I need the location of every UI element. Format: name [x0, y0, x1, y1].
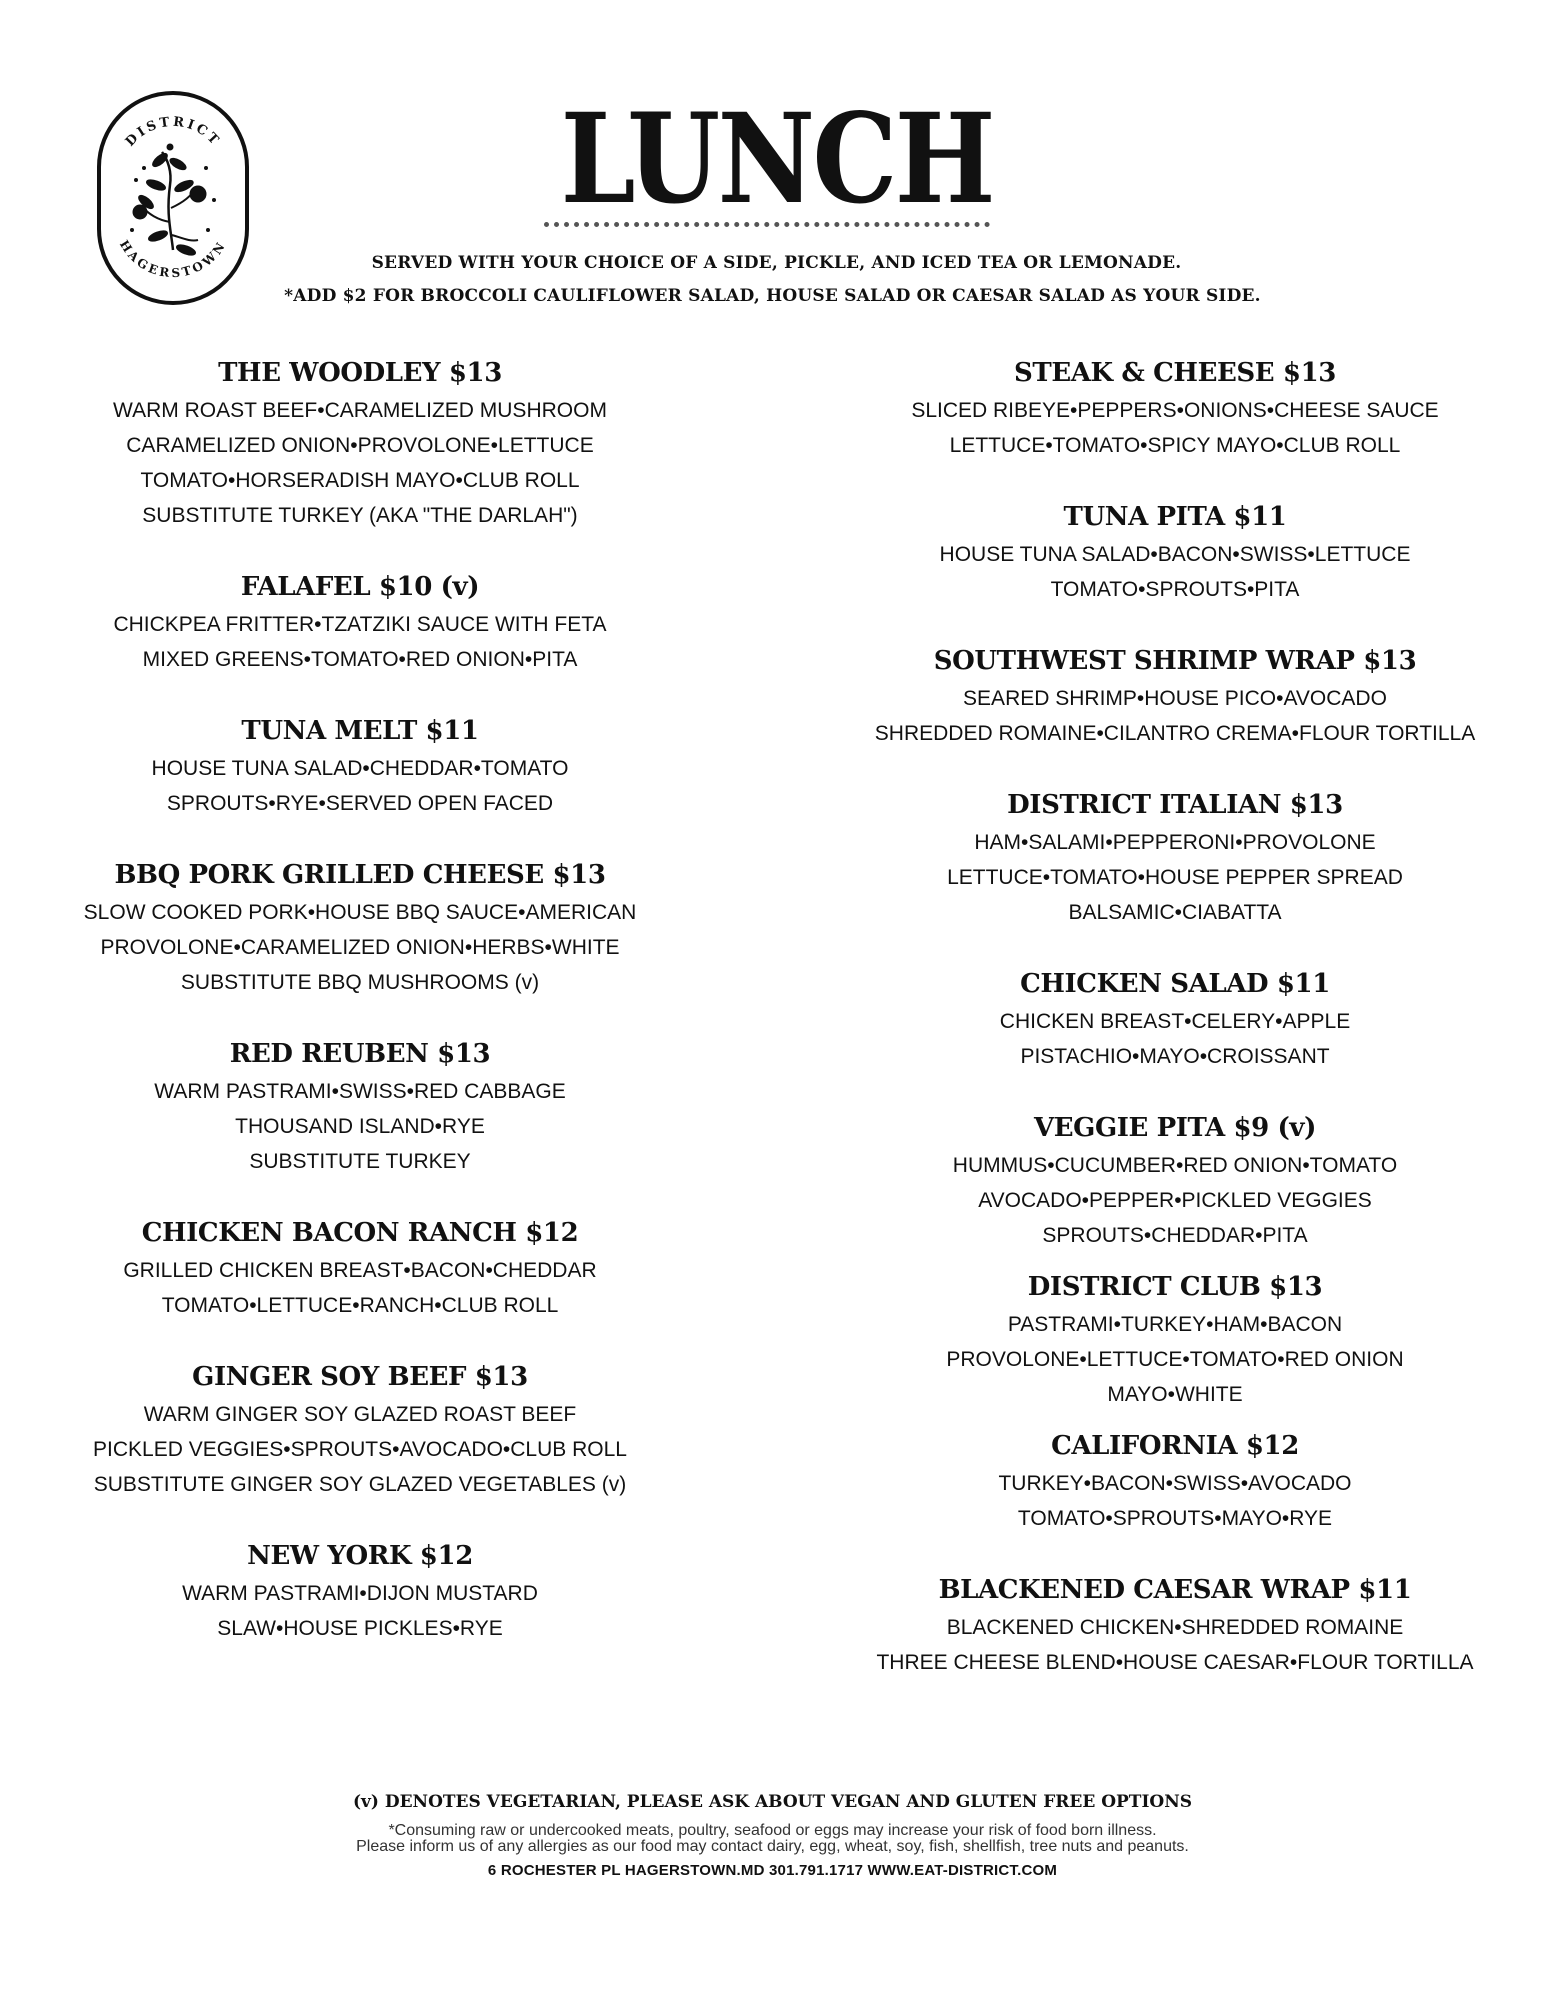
menu-item-ingredients: THREE CHEESE BLEND•HOUSE CAESAR•FLOUR TORTILLA — [876, 1651, 1474, 1674]
menu-item-ingredients: LETTUCE•TOMATO•SPICY MAYO•CLUB ROLL — [949, 434, 1401, 457]
menu-item — [815, 785, 1535, 930]
menu-item-ingredients: HOUSE TUNA SALAD•BACON•SWISS•LETTUCE — [939, 543, 1411, 566]
menu-item — [15, 1357, 705, 1502]
menu-column-right — [815, 353, 1535, 1680]
menu-item — [815, 1108, 1535, 1253]
menu-item-ingredients: LETTUCE•TOMATO•HOUSE PEPPER SPREAD — [947, 866, 1403, 889]
menu-item-ingredients: WARM PASTRAMI•DIJON MUSTARD — [182, 1582, 538, 1605]
menu-item-ingredients: GRILLED CHICKEN BREAST•BACON•CHEDDAR — [123, 1259, 597, 1282]
menu-item-ingredients: AVOCADO•PEPPER•PICKLED VEGGIES — [978, 1189, 1372, 1212]
menu-item-ingredients: THOUSAND ISLAND•RYE — [235, 1115, 485, 1138]
menu-item-ingredients: BLACKENED CHICKEN•SHREDDED ROMAINE — [946, 1616, 1404, 1639]
menu-item — [15, 855, 705, 1000]
menu-item-ingredients: MAYO•WHITE — [1107, 1383, 1243, 1406]
menu-item — [815, 1570, 1535, 1680]
menu-item-ingredients: SPROUTS•CHEDDAR•PITA — [1042, 1224, 1308, 1247]
menu-item-ingredients: SHREDDED ROMAINE•CILANTRO CREMA•FLOUR TORTILLA — [874, 722, 1476, 745]
menu-item-ingredients: SLICED RIBEYE•PEPPERS•ONIONS•CHEESE SAUCE — [911, 399, 1439, 422]
menu-item-ingredients: TOMATO•SPROUTS•MAYO•RYE — [1017, 1507, 1333, 1530]
menu-item-ingredients: CARAMELIZED ONION•PROVOLONE•LETTUCE — [126, 434, 594, 457]
side-upgrade-note: *ADD $2 FOR BROCCOLI CAULIFLOWER SALAD, HOUSE SALAD OR CAESAR SALAD AS YOUR SIDE. — [284, 286, 1261, 306]
menu-item-ingredients: SPROUTS•RYE•SERVED OPEN FACED — [166, 792, 554, 815]
menu-item-name: SOUTHWEST SHRIMP WRAP $13 — [933, 646, 1417, 676]
menu-column-left — [15, 353, 705, 1646]
menu-item-ingredients: WARM PASTRAMI•SWISS•RED CABBAGE — [154, 1080, 566, 1103]
menu-item-ingredients: SUBSTITUTE TURKEY — [249, 1150, 471, 1173]
menu-item-name: TUNA PITA $11 — [1063, 502, 1287, 532]
menu-item-ingredients: PROVOLONE•LETTUCE•TOMATO•RED ONION — [946, 1348, 1404, 1371]
menu-item-ingredients: HAM•SALAMI•PEPPERONI•PROVOLONE — [974, 831, 1376, 854]
menu-item-ingredients: HOUSE TUNA SALAD•CHEDDAR•TOMATO — [151, 757, 569, 780]
menu-item-name: CHICKEN BACON RANCH $12 — [141, 1218, 579, 1248]
menu-item-ingredients: PROVOLONE•CARAMELIZED ONION•HERBS•WHITE — [100, 936, 620, 959]
menu-item-name: BBQ PORK GRILLED CHEESE $13 — [114, 860, 606, 890]
menu-item-name: GINGER SOY BEEF $13 — [192, 1362, 528, 1392]
menu-item-ingredients: TURKEY•BACON•SWISS•AVOCADO — [998, 1472, 1352, 1495]
menu-item — [815, 641, 1535, 751]
warning-line: Please inform us of any allergies as our food may contact dairy, egg, wheat, soy, fish, shellfish, tree nuts and peanuts. — [356, 1838, 1189, 1855]
menu-item-ingredients: TOMATO•HORSERADISH MAYO•CLUB ROLL — [140, 469, 580, 492]
menu-item — [15, 1213, 705, 1323]
menu-item-ingredients: CHICKPEA FRITTER•TZATZIKI SAUCE WITH FETA — [113, 613, 607, 636]
menu-item-name: DISTRICT ITALIAN $13 — [1007, 790, 1343, 820]
menu-item — [15, 711, 705, 821]
menu-item-ingredients: BALSAMIC•CIABATTA — [1068, 901, 1282, 924]
menu-item-name: RED REUBEN $13 — [229, 1039, 491, 1069]
menu-item-ingredients: CHICKEN BREAST•CELERY•APPLE — [999, 1010, 1351, 1033]
menu-item-name: CALIFORNIA $12 — [1051, 1431, 1299, 1461]
menu-item — [15, 567, 705, 677]
menu-item-name: DISTRICT CLUB $13 — [1027, 1272, 1323, 1302]
menu-item-name: VEGGIE PITA $9 (v) — [1033, 1113, 1317, 1143]
allergy-warning — [0, 1823, 1545, 1855]
served-with-note: SERVED WITH YOUR CHOICE OF A SIDE, PICKLE, AND ICED TEA OR LEMONADE. — [371, 253, 1182, 273]
menu-item-ingredients: WARM ROAST BEEF•CARAMELIZED MUSHROOM — [113, 399, 607, 422]
restaurant-address: 6 ROCHESTER PL HAGERSTOWN.MD 301.791.1717 WWW.EAT-DISTRICT.COM — [487, 1862, 1058, 1879]
menu-item-ingredients: PASTRAMI•TURKEY•HAM•BACON — [1007, 1313, 1343, 1336]
warning-line: *Consuming raw or undercooked meats, poultry, seafood or eggs may increase your risk of food born illness. — [388, 1822, 1157, 1839]
menu-item-ingredients: PICKLED VEGGIES•SPROUTS•AVOCADO•CLUB ROLL — [93, 1438, 627, 1461]
menu-item-name: TUNA MELT $11 — [241, 716, 479, 746]
menu-item-ingredients: SEARED SHRIMP•HOUSE PICO•AVOCADO — [963, 687, 1387, 710]
menu-item-name: BLACKENED CAESAR WRAP $11 — [938, 1575, 1412, 1605]
menu-item-ingredients: WARM GINGER SOY GLAZED ROAST BEEF — [143, 1403, 577, 1426]
menu-item-name: STEAK & CHEESE $13 — [1014, 358, 1336, 388]
menu-item — [815, 1267, 1535, 1412]
vegetarian-note: (v) DENOTES VEGETARIAN, PLEASE ASK ABOUT VEGAN AND GLUTEN FREE OPTIONS — [352, 1792, 1193, 1812]
menu-item-ingredients: SLOW COOKED PORK•HOUSE BBQ SAUCE•AMERICAN — [83, 901, 637, 924]
menu-item-ingredients: SUBSTITUTE TURKEY (AKA "THE DARLAH") — [142, 504, 578, 527]
menu-item-ingredients: HUMMUS•CUCUMBER•RED ONION•TOMATO — [952, 1154, 1398, 1177]
title-dotted-divider — [544, 222, 990, 227]
logo-bottom-text: HAGERSTOWN — [116, 237, 230, 281]
menu-item-ingredients: SUBSTITUTE GINGER SOY GLAZED VEGETABLES (v) — [93, 1473, 627, 1496]
menu-item-ingredients: TOMATO•SPROUTS•PITA — [1050, 578, 1300, 601]
menu-item-name: FALAFEL $10 (v) — [240, 572, 480, 602]
menu-item — [15, 1536, 705, 1646]
menu-item-ingredients: SUBSTITUTE BBQ MUSHROOMS (v) — [180, 971, 540, 994]
menu-item — [815, 497, 1535, 607]
menu-item-ingredients: TOMATO•LETTUCE•RANCH•CLUB ROLL — [161, 1294, 559, 1317]
menu-item — [815, 353, 1535, 463]
menu-item-name: CHICKEN SALAD $11 — [1020, 969, 1330, 999]
menu-item-name: NEW YORK $12 — [247, 1541, 473, 1571]
page-title: LUNCH — [560, 87, 993, 232]
menu-item-name: THE WOODLEY $13 — [218, 358, 502, 388]
menu-item-ingredients: MIXED GREENS•TOMATO•RED ONION•PITA — [142, 648, 578, 671]
menu-item-ingredients: PISTACHIO•MAYO•CROISSANT — [1020, 1045, 1330, 1068]
logo-top-text: DISTRICT — [122, 114, 224, 150]
menu-item — [15, 353, 705, 533]
menu-item-ingredients: SLAW•HOUSE PICKLES•RYE — [217, 1617, 503, 1640]
menu-item — [815, 1426, 1535, 1536]
menu-item — [815, 964, 1535, 1074]
menu-item — [15, 1034, 705, 1179]
